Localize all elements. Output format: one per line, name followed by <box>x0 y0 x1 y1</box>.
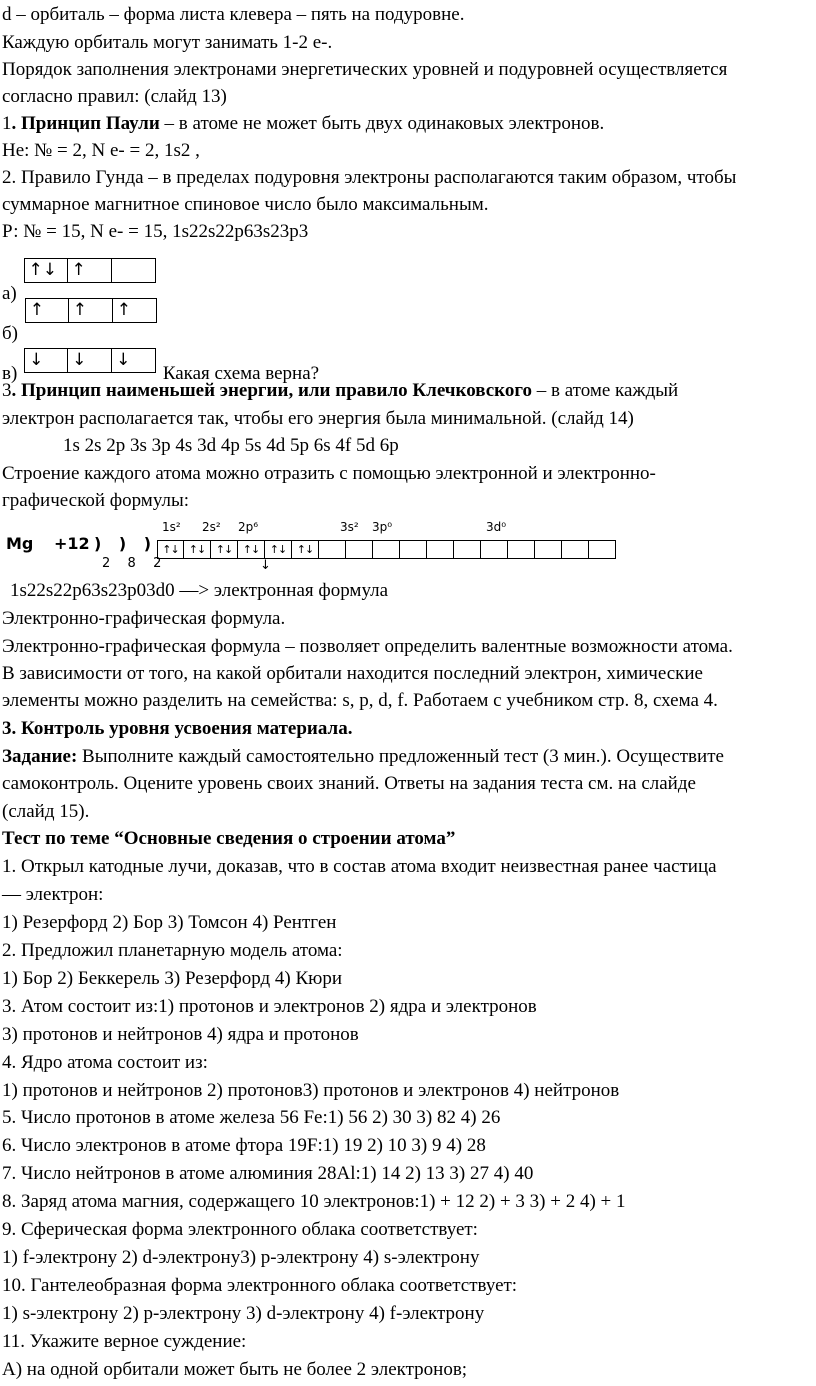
q3: 3. Атом состоит из:1) протонов и электронов 2) ядра и электронов <box>2 996 537 1017</box>
line-fill-order: Порядок заполнения электронами энергетических уровней и подуровней осуществляется <box>2 59 728 80</box>
mg-label-3d: 3d⁰ <box>486 520 507 534</box>
test-title: Тест по теме “Основные сведения о строении атома” <box>2 828 456 849</box>
klech-num: 3 <box>2 380 12 401</box>
mg-label-2p: 2p⁶ <box>238 520 259 534</box>
task-text: Выполните каждый самостоятельно предложенный тест (3 мин.). Осуществите <box>77 746 724 767</box>
q4-options: 1) протонов и нейтронов 2) протонов3) протонов и электронов 4) нейтронов <box>2 1080 620 1101</box>
mg-symbol: Mg <box>6 534 34 553</box>
mg-label-1s: 1s² <box>162 520 181 534</box>
task-label: Задание: <box>2 746 78 767</box>
line-structure: Строение каждого атома можно отразить с помощью электронной и электронно- <box>2 463 656 484</box>
q5: 5. Число протонов в атоме железа 56 Fe:1) 56 2) 30 3) 82 4) 26 <box>2 1107 501 1128</box>
line-task-slide: (слайд 15). <box>2 801 90 822</box>
pauli-title: . Принцип Паули <box>11 113 160 134</box>
scheme-a-cells <box>24 258 156 283</box>
mg-cell <box>346 540 373 559</box>
scheme-v <box>2 338 319 386</box>
mg-cell: ↑↓ <box>184 540 211 559</box>
line-klechkovsky <box>2 380 678 402</box>
klech-text: – в атоме каждый <box>532 380 679 401</box>
line-families-cont: элементы можно разделить на семейства: s, p, d, f. Работаем с учебником стр. 8, схема 4. <box>2 690 718 711</box>
scheme-v-cell-3: ↓ <box>112 348 156 373</box>
mg-cell <box>535 540 562 559</box>
scheme-a-cell-1: ↑↓ <box>24 258 68 283</box>
q9-options: 1) f-электрону 2) d-электрону3) р-электрону 4) s-электрону <box>2 1247 480 1268</box>
scheme-b-cell-2: ↑ <box>69 298 113 323</box>
line-families: В зависимости от того, на какой орбитали находится последний электрон, химические <box>2 663 703 684</box>
scheme-v-cell-2: ↓ <box>68 348 112 373</box>
q1: 1. Открыл катодные лучи, доказав, что в состав атома входит неизвестная ранее частица <box>2 856 717 877</box>
line-klech-cont: электрон располагается так, чтобы его энергия была минимальной. (слайд 14) <box>2 408 634 429</box>
mg-cell <box>589 540 616 559</box>
pauli-num: 1 <box>2 113 12 134</box>
mg-cell <box>562 540 589 559</box>
line-hund-cont: суммарное магнитное спиновое число было максимальным. <box>2 194 489 215</box>
q10: 10. Гантелеобразная форма электронного облака соответствует: <box>2 1275 518 1296</box>
line-p-example: Р: № = 15, N e- = 15, 1s22s22p63s23p3 <box>2 221 309 242</box>
scheme-a-label: а) <box>2 283 17 304</box>
line-graphic-formula: Электронно-графическая формула. <box>2 608 286 629</box>
mg-cell <box>454 540 481 559</box>
line-hund: 2. Правило Гунда – в пределах подуровня электроны располагаются таким образом, чтобы <box>2 167 737 188</box>
mg-cell: ↑↓ <box>265 540 292 559</box>
q11-option-a: А) на одной орбитали может быть не более 2 электронов; <box>2 1359 468 1380</box>
mg-label-2s: 2s² <box>202 520 221 534</box>
line-fill-order-cont: согласно правил: (слайд 13) <box>2 86 227 107</box>
q3-options: 3) протонов и нейтронов 4) ядра и протонов <box>2 1024 359 1045</box>
mg-cell: ↑↓ <box>211 540 238 559</box>
section-control-heading: 3. Контроль уровня усвоения материала. <box>2 718 353 739</box>
mg-label-3s: 3s² <box>340 520 359 534</box>
q10-options: 1) s-электрону 2) р-электрону 3) d-электрону 4) f-электрону <box>2 1303 485 1324</box>
scheme-b-cells <box>25 298 157 323</box>
line-energy-order: 1s 2s 2p 3s 3p 4s 3d 4p 5s 4d 5p 6s 4f 5d 6p <box>63 435 399 456</box>
mg-cell <box>427 540 454 559</box>
line-graphic-formula-def: Электронно-графическая формула – позволяет определить валентные возможности атома. <box>2 636 733 657</box>
mg-shell-arcs: ) ) ) <box>94 534 158 553</box>
q7: 7. Число нейтронов в атоме алюминия 28Al:1) 14 2) 13 3) 27 4) 40 <box>2 1163 534 1184</box>
scheme-question: Какая схема верна? <box>162 363 320 384</box>
scheme-b-cell-1: ↑ <box>25 298 69 323</box>
q9: 9. Сферическая форма электронного облака соответствует: <box>2 1219 478 1240</box>
line-orbital-capacity: Каждую орбиталь могут занимать 1-2 е-. <box>2 32 333 53</box>
pauli-text: – в атоме не может быть двух одинаковых электронов. <box>159 113 605 134</box>
mg-electron-diagram <box>2 512 814 574</box>
q2-options: 1) Бор 2) Беккерель 3) Резерфорд 4) Кюри <box>2 968 342 989</box>
scheme-v-cells <box>24 348 156 373</box>
q1-options: 1) Резерфорд 2) Бор 3) Томсон 4) Рентген <box>2 912 337 933</box>
mg-cell <box>481 540 508 559</box>
mg-cell: ↑↓ <box>238 540 265 559</box>
line-task <box>2 746 724 768</box>
mg-arrow-below: ↓ <box>260 558 271 573</box>
q2: 2. Предложил планетарную модель атома: <box>2 940 343 961</box>
mg-cell <box>373 540 400 559</box>
klech-title: . Принцип наименьшей энергии, или правило Клечковского <box>11 380 532 401</box>
mg-shell-counts: 2 8 2 <box>102 556 165 571</box>
line-he-example: Не: № = 2, N e- = 2, 1s2 , <box>2 140 200 161</box>
mg-charge: +12 <box>54 534 90 553</box>
line-pauli <box>2 113 604 135</box>
scheme-a-cell-2: ↑ <box>68 258 112 283</box>
scheme-b-cell-3: ↑ <box>113 298 157 323</box>
line-task-cont: самоконтроль. Оцените уровень своих знаний. Ответы на задания теста см. на слайде <box>2 773 696 794</box>
mg-cell <box>400 540 427 559</box>
q8: 8. Заряд атома магния, содержащего 10 электронов:1) + 12 2) + 3 3) + 2 4) + 1 <box>2 1191 626 1212</box>
mg-cell <box>319 540 346 559</box>
mg-cell <box>508 540 535 559</box>
scheme-a-cell-3 <box>112 258 156 283</box>
q4: 4. Ядро атома состоит из: <box>2 1052 208 1073</box>
q1-cont: — электрон: <box>2 884 104 905</box>
q6: 6. Число электронов в атоме фтора 19F:1) 19 2) 10 3) 9 4) 28 <box>2 1135 486 1156</box>
mg-cell: ↑↓ <box>157 540 184 559</box>
line-mg-formula: 1s22s22p63s23p03d0 —> электронная формула <box>10 580 389 601</box>
line-d-orbital: d – орбиталь – форма листа клевера – пять на подуровне. <box>2 4 465 25</box>
mg-orbital-cells <box>157 540 616 559</box>
scheme-b-label: б) <box>2 323 18 344</box>
line-structure-cont: графической формулы: <box>2 490 190 511</box>
mg-cell: ↑↓ <box>292 540 319 559</box>
scheme-v-cell-1: ↓ <box>24 348 68 373</box>
mg-label-3p: 3p⁰ <box>372 520 393 534</box>
scheme-v-label: в) <box>2 363 18 384</box>
q11: 11. Укажите верное суждение: <box>2 1331 247 1352</box>
